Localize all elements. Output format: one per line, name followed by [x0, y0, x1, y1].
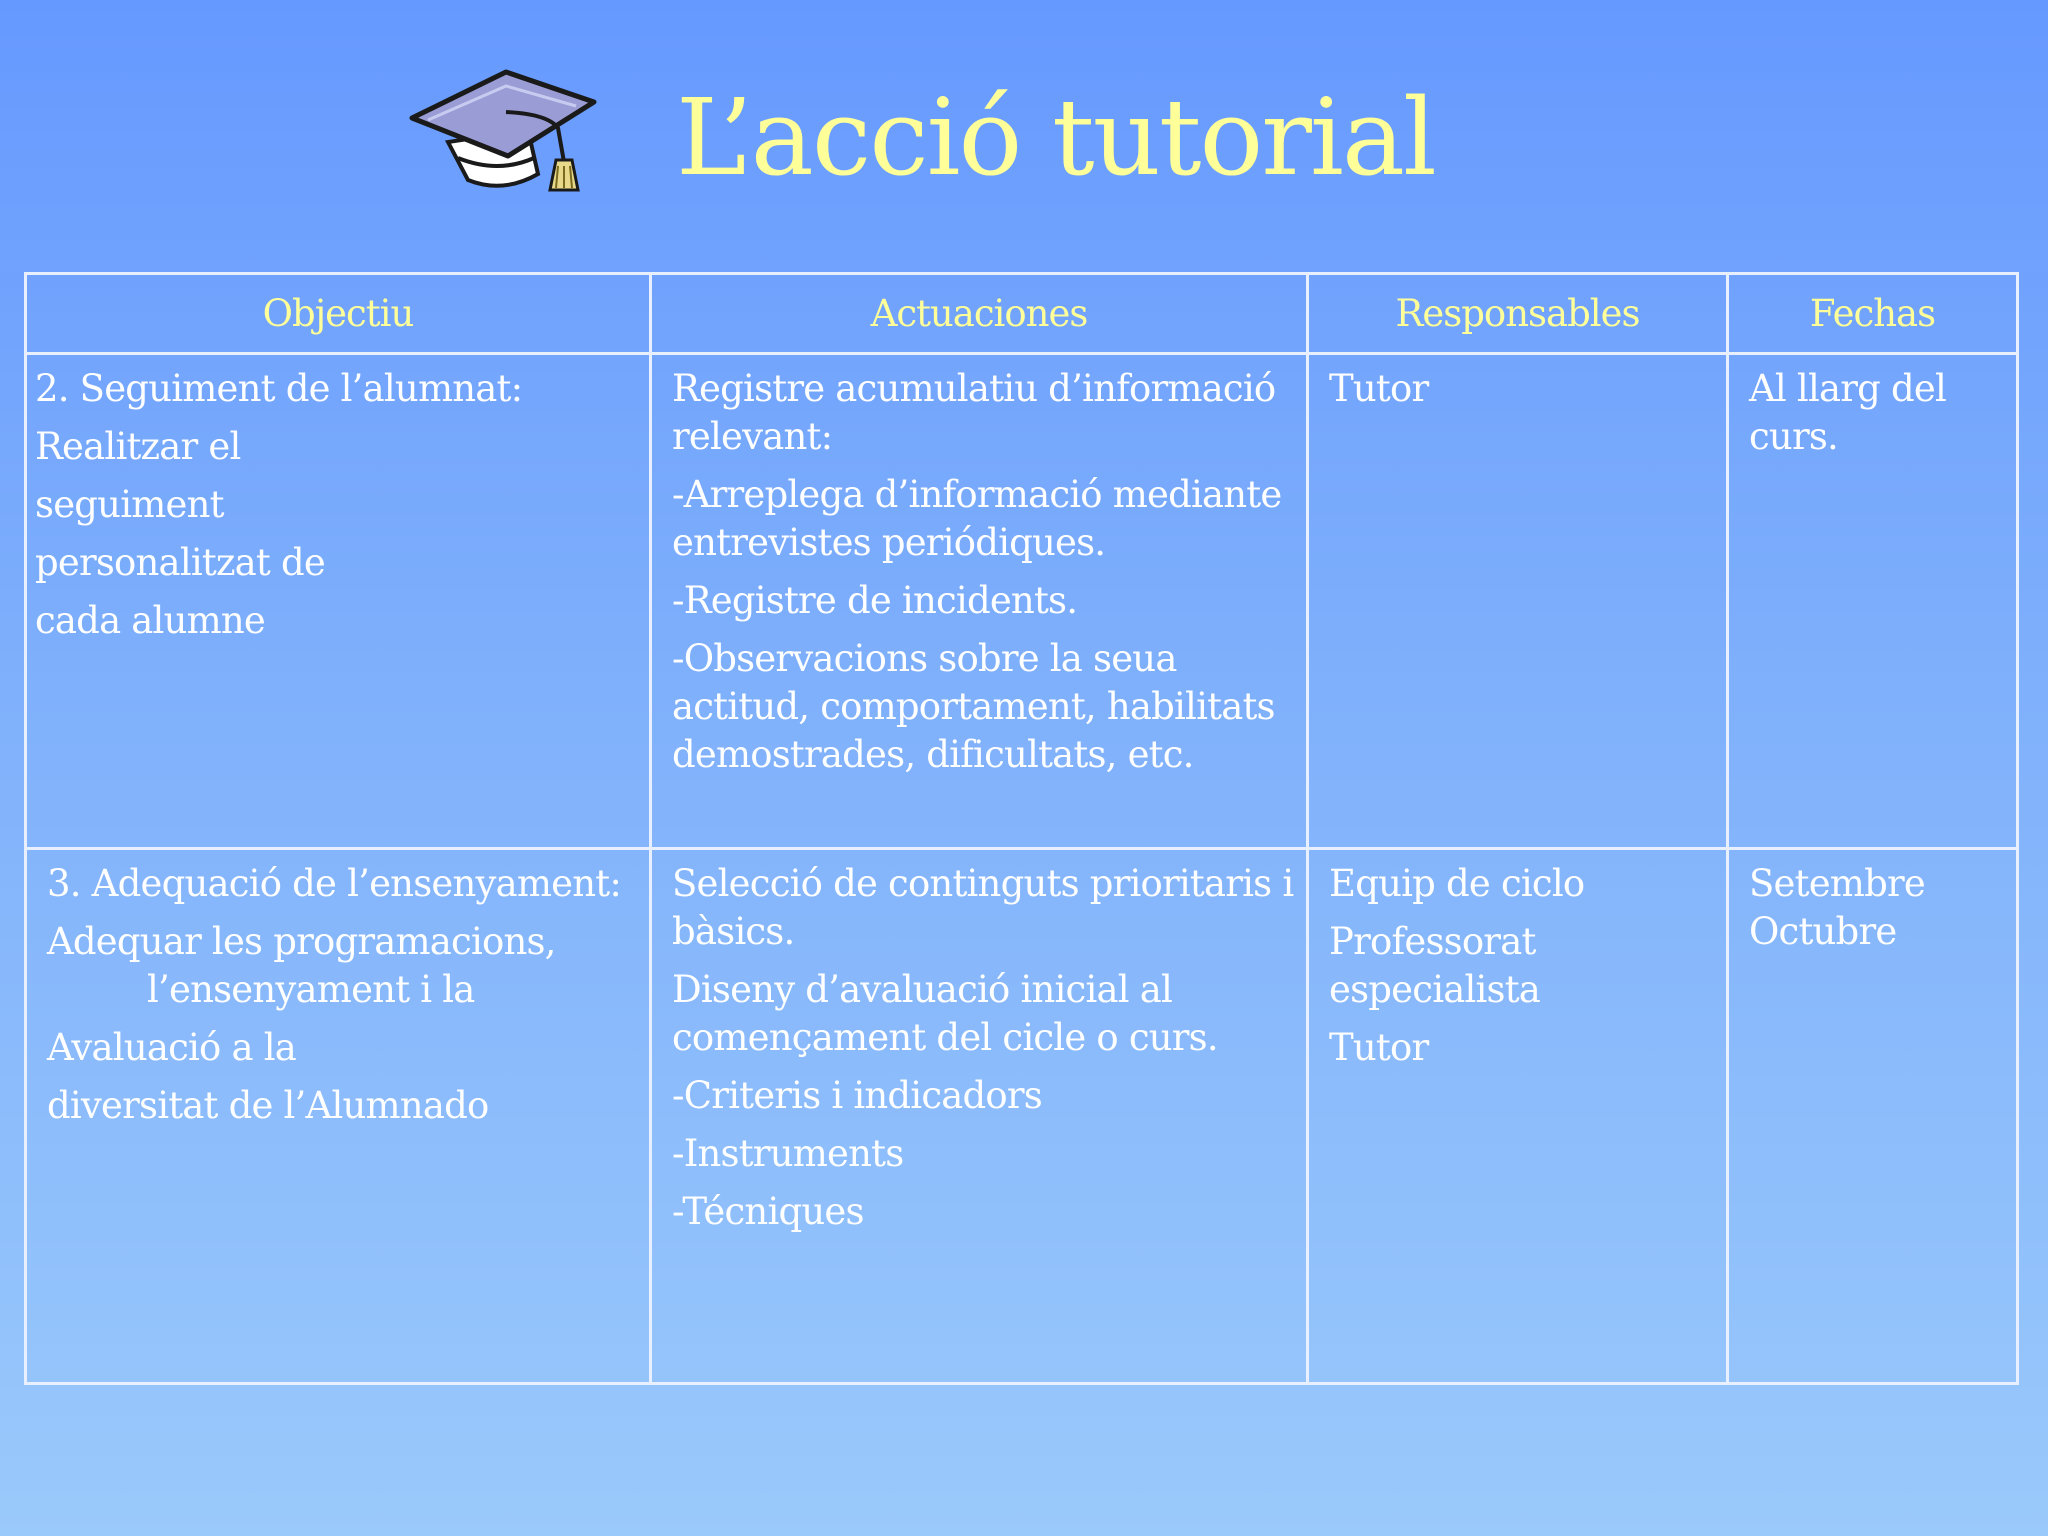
slide-title: L’acció tutorial	[676, 76, 1435, 199]
actions-item-line: -Registre de incidents.	[672, 579, 1078, 622]
responsible-cell	[1308, 354, 1728, 849]
actions-item-line: entrevistes periódiques.	[672, 521, 1106, 564]
objective-heading: 3. Adequació de l’ensenyament:	[47, 862, 622, 905]
actions-item-line: demostrades, dificultats, etc.	[672, 733, 1194, 776]
objective-line: Avaluació a la	[47, 1026, 297, 1069]
responsible-line: Tutor	[1329, 367, 1429, 410]
responsible-line: especialista	[1329, 968, 1541, 1011]
objective-heading: 2. Seguiment de l’alumnat:	[35, 367, 523, 410]
dates-line: curs.	[1749, 415, 1838, 458]
actions-intro-line: Selecció de continguts prioritaris i	[672, 862, 1294, 905]
actions-item-line: -Observacions sobre la seua	[672, 637, 1177, 680]
actions-intro-line: Registre acumulatiu d’informació	[672, 367, 1276, 410]
tutorial-action-table	[24, 272, 2019, 1385]
header-dates: Fechas	[1728, 274, 2018, 354]
header-responsible: Responsables	[1308, 274, 1728, 354]
table-row	[26, 849, 2018, 1384]
responsible-line: Equip de ciclo	[1329, 862, 1585, 905]
objective-line: seguiment	[35, 483, 224, 526]
actions-item-line: -Instruments	[672, 1132, 904, 1175]
header-objective: Objectiu	[26, 274, 651, 354]
header-actions: Actuaciones	[651, 274, 1308, 354]
objective-line: Realitzar el	[35, 425, 241, 468]
objective-line: Adequar les programacions,	[47, 920, 556, 963]
actions-item-line: -Criteris i indicadors	[672, 1074, 1042, 1117]
actions-intro-line: bàsics.	[672, 910, 795, 953]
actions-item-line: actitud, comportament, habilitats	[672, 685, 1275, 728]
objective-line: l’ensenyament i la	[147, 968, 475, 1011]
table-row	[26, 354, 2018, 849]
dates-cell	[1728, 849, 2018, 1384]
actions-intro-line: relevant:	[672, 415, 833, 458]
objective-line: diversitat de l’Alumnado	[47, 1084, 489, 1127]
responsible-line: Tutor	[1329, 1026, 1429, 1069]
actions-item-line: començament del cicle o curs.	[672, 1016, 1218, 1059]
objective-cell	[26, 849, 651, 1384]
dates-cell	[1728, 354, 2018, 849]
objective-line: personalitzat de	[35, 541, 325, 584]
actions-item-line: -Arreplega d’informació mediante	[672, 473, 1282, 516]
responsible-cell	[1308, 849, 1728, 1384]
table-header-row	[26, 274, 2018, 354]
graduation-cap-icon	[408, 62, 598, 194]
dates-line: Octubre	[1749, 910, 1897, 953]
actions-item-line: -Técniques	[672, 1190, 864, 1233]
dates-line: Setembre	[1749, 862, 1925, 905]
dates-line: Al llarg del	[1749, 367, 1946, 410]
objective-cell	[26, 354, 651, 849]
objective-line: cada alumne	[35, 599, 266, 642]
actions-cell	[651, 354, 1308, 849]
actions-cell	[651, 849, 1308, 1384]
responsible-line: Professorat	[1329, 920, 1536, 963]
actions-item-line: Diseny d’avaluació inicial al	[672, 968, 1173, 1011]
